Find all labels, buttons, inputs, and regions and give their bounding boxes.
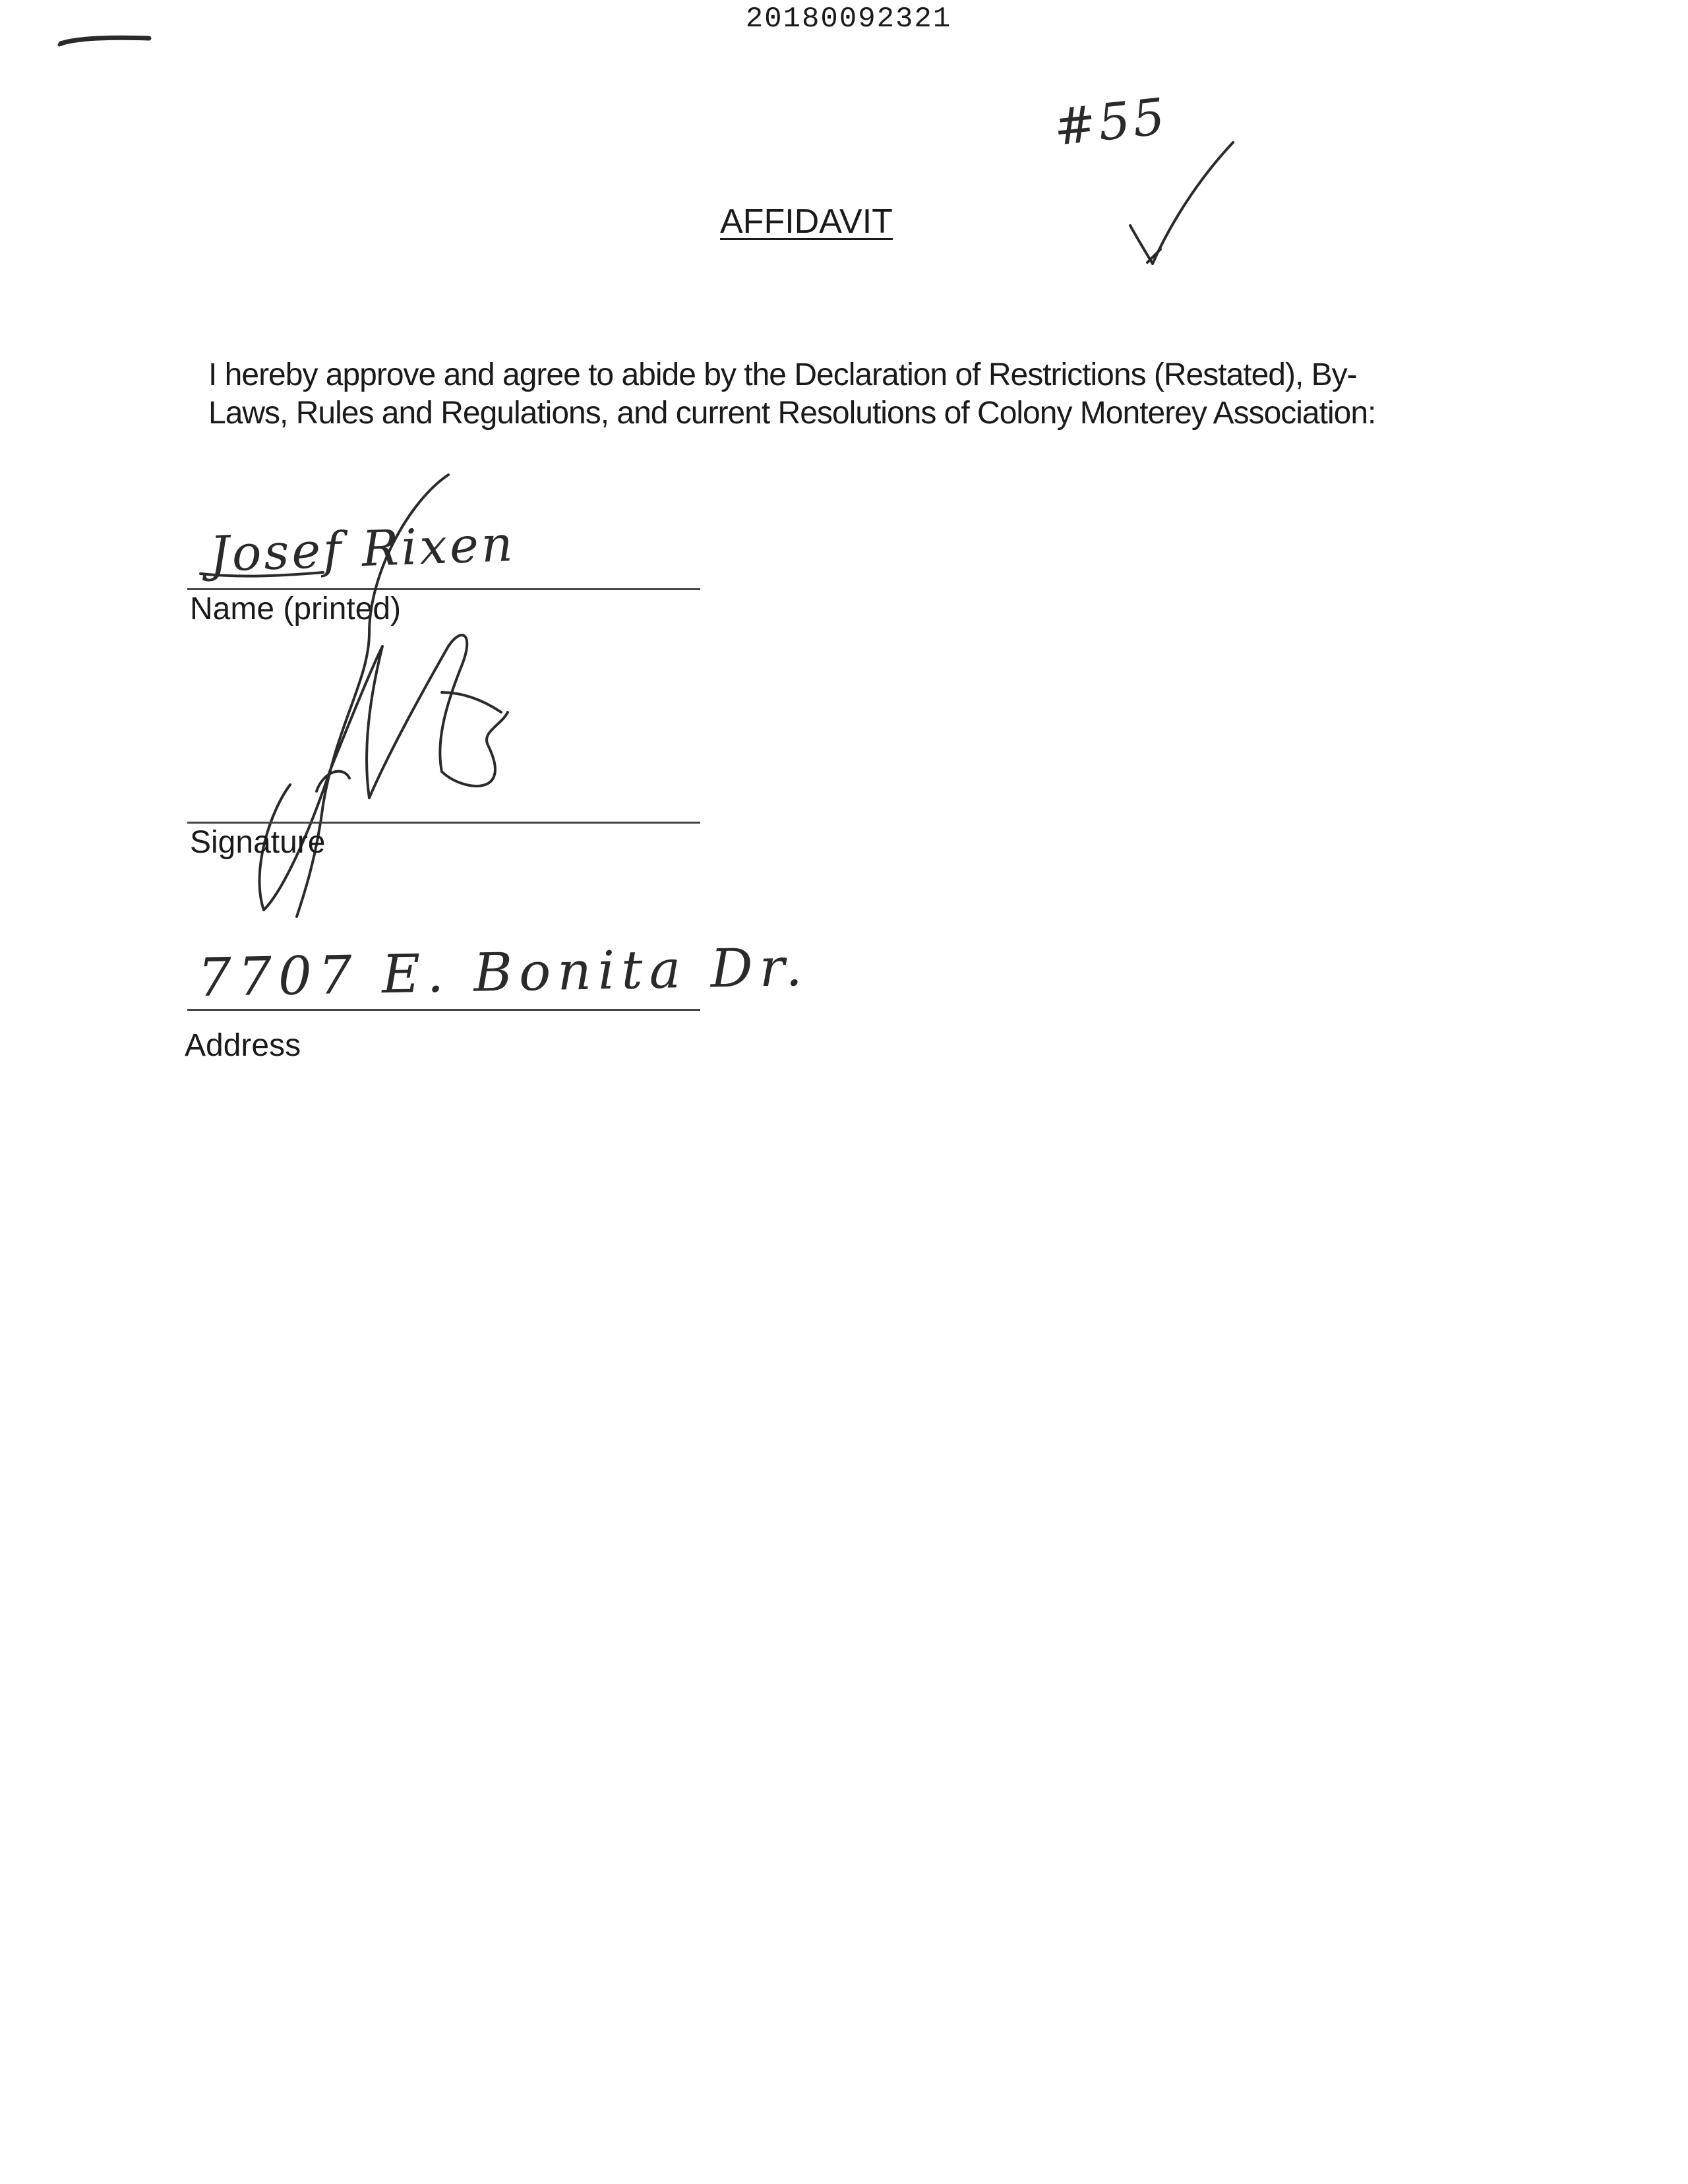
name-label: Name (printed) xyxy=(190,592,402,626)
printed-name-value: Josef Rixen xyxy=(208,515,516,584)
affidavit-statement: I hereby approve and agree to abide by the Declaration of Restrictions (Restated), By-Laws, Rules and Regulations, and current Resolutions of Colony Monterey Association: xyxy=(208,357,1376,431)
address-line xyxy=(187,1009,700,1011)
signature-label: Signature xyxy=(190,825,326,860)
recording-number: 20180092321 xyxy=(745,3,952,36)
address-label: Address xyxy=(185,1028,301,1063)
checkmark-icon xyxy=(1121,138,1240,270)
signature-line xyxy=(187,822,700,824)
address-value: 7707 E. Bonita Dr. xyxy=(197,936,810,1009)
document-title: AFFIDAVIT xyxy=(720,202,893,241)
handwritten-annotation: #55 xyxy=(1050,86,1170,157)
